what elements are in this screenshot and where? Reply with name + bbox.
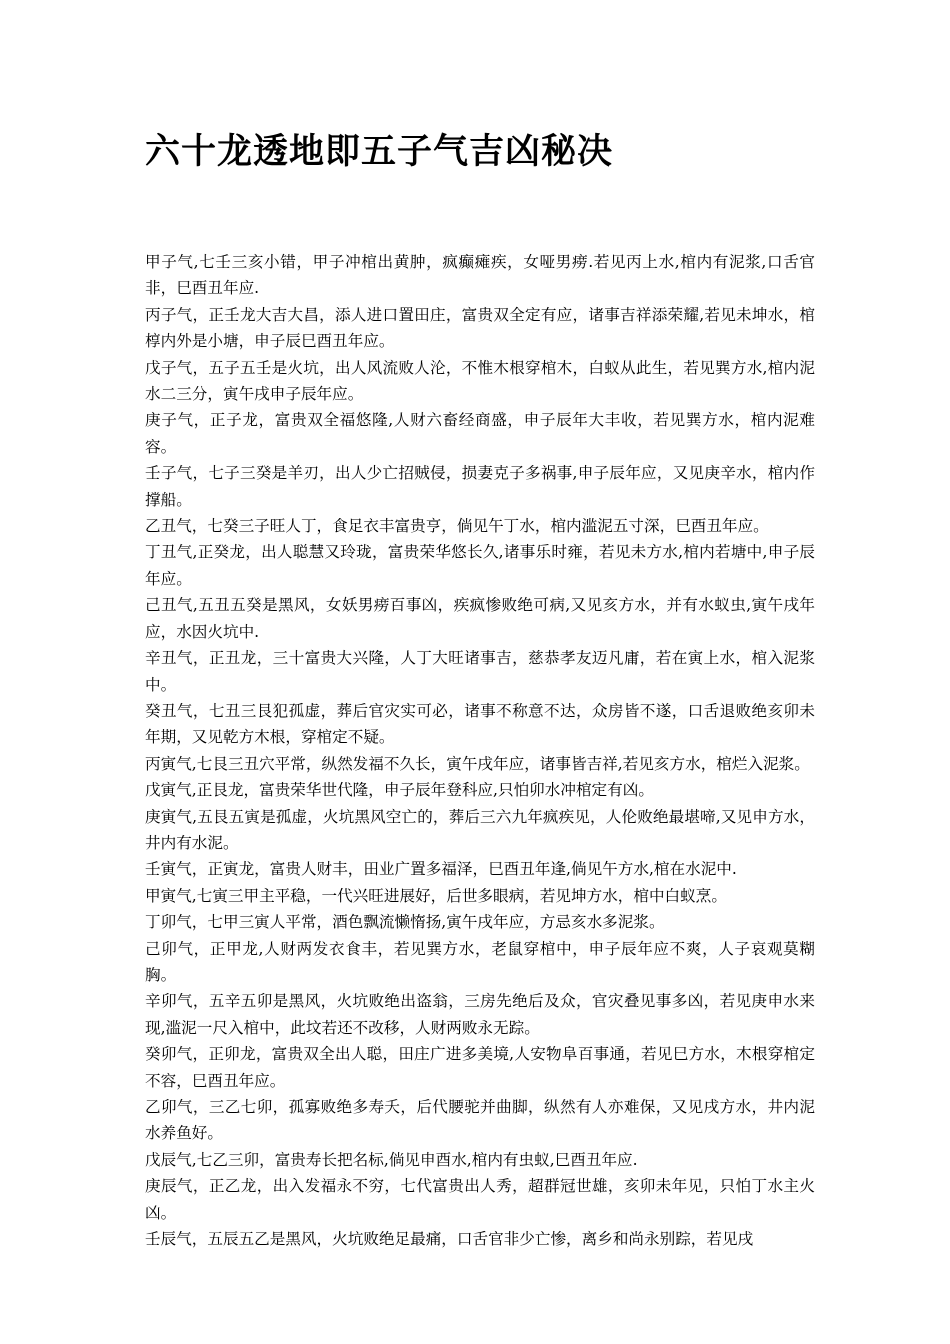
paragraph-bingyin: 丙寅气,七艮三丑穴平常，纵然发福不久长，寅午戌年应，诸事皆吉祥,若见亥方水，棺烂入泥浆。 xyxy=(145,754,810,773)
paragraph-wuzi: 戊子气，五子五壬是火坑，出人风流败人沦，不惟木根穿棺木，白蚁从此生，若见巽方水,棺内泥水二三分，寅午戌申子辰年应。 xyxy=(145,358,815,404)
paragraph-wuchen: 戊辰气,七乙三卯，富贵寿长把名标,倘见申酉水,棺内有虫蚁,巳酉丑年应. xyxy=(145,1150,638,1169)
paragraph-jiazi: 甲子气,七壬三亥小错，甲子冲棺出黄肿，疯癫瘫疾，女哑男痨.若见丙上水,棺内有泥浆,口舌官非，巳酉丑年应. xyxy=(145,253,815,298)
paragraph-jichou: 己丑气,五丑五癸是黑风，女妖男痨百事凶，疾疯惨败绝可病,又见亥方水，并有水蚁虫,寅午戌年应，水因火坑中. xyxy=(145,596,815,641)
paragraph-yichou: 乙丑气，七癸三子旺人丁，食足衣丰富贵亨，倘见午丁水，棺内滥泥五寸深，巳酉丑年应。 xyxy=(145,517,769,536)
paragraph-gengzi: 庚子气，正子龙，富贵双全福悠隆,人财六畜经商盛，申子辰年大丰收，若见巽方水，棺内泥难容。 xyxy=(145,411,815,456)
paragraph-renchen: 壬辰气，五辰五乙是黑风，火坑败绝足最痛，口舌官非少亡惨，离乡和尚永别踪，若见戌 xyxy=(145,1230,754,1249)
paragraph-renzi: 壬子气，七子三癸是羊刃，出人少亡招贼侵，损妻克子多祸事,申子辰年应，又见庚辛水，棺内作撑船。 xyxy=(145,464,815,509)
paragraph-renyin: 壬寅气，正寅龙，富贵人财丰，田业广置多福泽，巳酉丑年逢,倘见午方水,棺在水泥中. xyxy=(145,860,737,879)
paragraph-bingzi: 丙子气，正壬龙大吉大昌，添人进口置田庄，富贵双全定有应，诸事吉祥添荣耀,若见未坤水，棺椁内外是小塘，申子辰巳酉丑年应。 xyxy=(145,305,815,351)
paragraph-jimao: 己卯气，正甲龙,人财两发衣食丰，若见巽方水，老鼠穿棺中，申子辰年应不爽，人子哀观莫糊胸。 xyxy=(145,939,815,984)
paragraph-guimao: 癸卯气，正卯龙，富贵双全出人聪，田庄广进多美境,人安物阜百事通，若见巳方水，木根穿棺定不容，巳酉丑年应。 xyxy=(145,1045,815,1090)
document-title: 六十龙透地即五子气吉凶秘决 xyxy=(145,131,614,172)
paragraph-yimao: 乙卯气，三乙七卯，孤寡败绝多寿夭，后代腰驼并曲脚，纵然有人亦难保，又见戌方水，井内泥水养鱼好。 xyxy=(145,1098,815,1143)
paragraph-guichou: 癸丑气，七丑三艮犯孤虚，葬后官灾实可必，诸事不称意不达，众房皆不遂，口舌退败绝亥卯未年期，又见乾方木根，穿棺定不疑。 xyxy=(145,701,815,747)
paragraph-dingchou: 丁丑气,正癸龙，出人聪慧又玲珑，富贵荣华悠长久,诸事乐时雍，若见未方水,棺内若塘中,申子辰年应。 xyxy=(145,543,815,588)
paragraph-gengyin: 庚寅气,五艮五寅是孤虚，火坑黑风空亡的，葬后三六九年疯疾见，人伦败绝最堪啼,又见申方水，井内有水泥。 xyxy=(145,807,815,852)
document-body xyxy=(145,249,815,1252)
paragraph-wuyin: 戊寅气,正艮龙，富贵荣华世代隆，申子辰年登科应,只怕卯水冲棺定有凶。 xyxy=(145,781,654,800)
paragraph-xinmao: 辛卯气，五辛五卯是黑风，火坑败绝出盗翁，三房先绝后及众，官灾叠见事多凶，若见庚申水来现,滥泥一尺入棺中，此坟若还不改移，人财两败永无踪。 xyxy=(145,992,815,1037)
paragraph-xinchou: 辛丑气，正丑龙，三十富贵大兴隆，人丁大旺诸事吉，慈恭孝友迈凡庸，若在寅上水，棺入泥浆中。 xyxy=(145,649,815,694)
paragraph-jiayin: 甲寅气,七寅三甲主平稳，一代兴旺进展好，后世多眼病，若见坤方水，棺中白蚁烹。 xyxy=(145,886,727,905)
paragraph-gengchen: 庚辰气，正乙龙，出入发福永不穷，七代富贵出人秀，超群冠世雄，亥卯未年见，只怕丁水主火凶。 xyxy=(145,1177,815,1222)
paragraph-dingmao: 丁卯气，七甲三寅人平常，酒色飘流懒惰扬,寅午戌年应，方忌亥水多泥浆。 xyxy=(145,913,665,932)
